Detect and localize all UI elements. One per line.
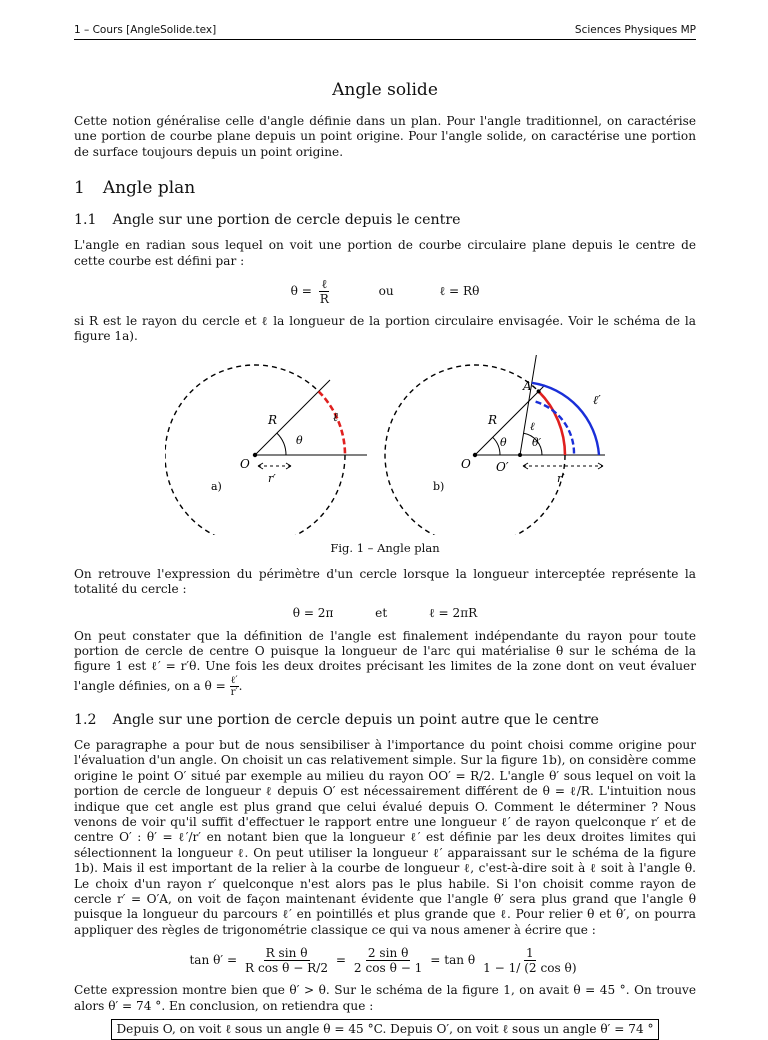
equation-tan-thetaprime: [74, 946, 696, 975]
eq3-equals-a: =: [335, 953, 347, 968]
eq3-equals-b: = tan θ: [430, 953, 476, 968]
equation-perimeter: [74, 606, 696, 621]
eq2-left: θ = 2π: [292, 605, 334, 620]
document-page: [74, 24, 696, 1040]
intro-paragraph: Cette notion généralise celle d'angle définie dans un plan. Pour l'angle traditionnel, on caractérise une portion de courbe plane depuis un point origine. Pour l'angle solide, on caractérise une portion de surface toujours depuis un point origine.: [74, 114, 696, 159]
fraction-1: [243, 946, 330, 975]
label-theta-b: θ: [500, 435, 507, 449]
eq-ou: ou: [378, 284, 394, 299]
label-rprime-b: r′: [557, 471, 565, 485]
subsection-title: Angle sur une portion de cercle depuis le centre: [112, 212, 461, 229]
paragraph-conclusion: Cette expression montre bien que θ′ > θ. Sur le schéma de la figure 1, on avait θ = 45 °. On trouve alors θ′ = 74 °. En conclusion, on retiendra que :: [74, 983, 696, 1013]
fraction-ellprime-over-rprime: [230, 675, 239, 698]
paragraph-independence: On peut constater que la définition de l'angle est finalement indépendante du rayon pour toute portion de cercle de centre O puisque la longueur de l'arc qui matérialise θ sur le schéma de la figure 1 est ℓ′ = r′θ. Une fois les deux droites précisant les limites de la zone dont on veut évaluer l'angle définies, on a θ = $\frac{\text{ℓ′}}{r'}$ .: [74, 628, 696, 698]
frac-den: R: [319, 292, 329, 307]
paragraph-radius: si R est le rayon du cercle et ℓ la longueur de la portion circulaire envisagée. Voir le schéma de la figure 1a).: [74, 314, 696, 344]
f1-den: R cos θ − R/2: [245, 961, 329, 976]
label-r-a: R: [268, 412, 278, 427]
point-a-b: [537, 389, 541, 393]
label-o-a: O: [240, 456, 250, 471]
subsection-number: 1.2: [74, 711, 97, 728]
paragraph-other-origin: Ce paragraphe a pour but de nous sensibiliser à l'importance du point choisi comme origine pour l'évaluation d'un angle. On choisit un cas relativement simple. Sur la figure 1b), on considère comme origine le point O′ situé par exemple au milieu du rayon OO′ = R/2. L'angle θ′ sous lequel on voit la portion de cercle de longueur ℓ depuis O′ est nécessairement différent de θ = ℓ/R. L'intuition nous indique que cet angle est plus grand que celui évalué depuis O. Comment le déterminer ? Nous venons de voir qu'il suffit d'effectuer le rapport entre une longueur ℓ′ de rayon quelconque r′ et de centre O′ : θ′ = ℓ′/r′ en notant bien que la longueur ℓ′ est définie par les deux droites limites qui sélectionnent la longueur ℓ. On peut utiliser la longueur ℓ′ apparaissant sur le schéma de la figure 1b). Mais il est important de la relier à la courbe de longueur ℓ, c'est-à-dire soit à ℓ soit à l'angle θ. Le choix d'un rayon r′ quelconque n'est alors pas le plus habile. Si l'on choisit comme rayon de cercle r′ = O′A, on voit de façon maintenant évidente que l'angle θ′ sera plus grand que l'angle θ puisque la longueur du parcours ℓ′ en pointillés et plus grande que ℓ. Pour relier θ et θ′, on pourra appliquer des règles de trigonométrie classique ce qui va nous amener à écrire que :: [74, 737, 696, 937]
paragraph-perimeter: On retrouve l'expression du périmètre d'un cercle lorsque la longueur interceptée représente la totalité du cercle :: [74, 566, 696, 597]
figure-1: [74, 355, 696, 535]
subsection-number: 1.1: [74, 212, 97, 229]
subsection-heading-1-1: [74, 212, 696, 228]
fraction-2: [352, 946, 424, 975]
panel-label-b: b): [433, 479, 445, 493]
equation-angle-definition: [74, 277, 696, 306]
frac-num: ℓ: [321, 277, 328, 292]
label-thetaprime-b: θ′: [532, 435, 542, 449]
point-o-b: [473, 453, 477, 457]
running-header: [74, 24, 696, 40]
header-right: Sciences Physiques MP: [574, 24, 696, 36]
eq2-et: et: [375, 605, 388, 620]
section-title: Angle plan: [102, 178, 196, 199]
eq3-lhs: tan θ′ =: [189, 953, 238, 968]
label-ellprime-b: ℓ′: [593, 392, 601, 407]
subsection-heading-1-2: [74, 712, 696, 728]
label-theta-a: θ: [296, 433, 303, 447]
eq-lhs: θ =: [290, 284, 312, 299]
figure-caption: Fig. 1 – Angle plan: [330, 540, 440, 555]
paragraph-definition: L'angle en radian sous lequel on voit une portion de courbe circulaire plane depuis le centre de cette courbe est défini par :: [74, 238, 696, 268]
red-arc-a: [319, 391, 345, 455]
rprime-arrowheads-a: [258, 463, 291, 469]
document-title: Angle solide: [332, 80, 438, 100]
subsection-title: Angle sur une portion de cercle depuis un point autre que le centre: [112, 711, 599, 728]
label-o-b: O: [461, 456, 471, 471]
theta-arc-a: [277, 433, 286, 455]
eq-rhs: ℓ = Rθ: [439, 284, 480, 299]
eq2-right: ℓ = 2πR: [428, 605, 478, 620]
f2-den: 2 cos θ − 1: [353, 961, 423, 976]
point-oprime-b: [518, 453, 522, 457]
red-arc-b: [539, 391, 565, 455]
label-ell-b: ℓ: [530, 419, 535, 433]
header-left: 1 – Cours [AngleSolide.tex]: [74, 24, 217, 36]
boxed-result-wrapper: [74, 1018, 696, 1040]
blue-dashed-arc-b: [536, 402, 574, 455]
fraction-ell-over-r: [318, 277, 331, 306]
boxed-result: Depuis O, on voit ℓ sous un angle θ = 45 °C. Depuis O′, on voit ℓ sous un angle θ′ = 74 °: [111, 1019, 658, 1040]
panel-b: [385, 355, 605, 535]
section-number: 1: [74, 178, 85, 199]
panel-label-a: a): [211, 479, 222, 493]
sfrac-den: r′: [230, 686, 238, 698]
f3-den: 1 − 1/ (2 cos θ): [483, 961, 577, 976]
section-heading-1: [74, 178, 696, 198]
paragraph-independence-text: On peut constater que la définition de l'angle est finalement indépendante du rayon pour toute portion de cercle de centre O puisque la longueur de l'arc qui matérialise θ sur le schéma de la figure 1 est ℓ′ = r′θ. Une fois les deux droites précisant les limites de la zone dont on veut évaluer l'angle définies, on a θ =: [74, 628, 696, 693]
dashed-circle-a: [165, 365, 345, 535]
f1-num: R sin θ: [265, 946, 308, 961]
f2-num: 2 sin θ: [367, 946, 409, 961]
f3-num: 1: [525, 946, 534, 961]
theta-arc-b: [493, 437, 500, 455]
figure-1-diagram: [165, 355, 605, 535]
label-r-b: R: [488, 412, 498, 427]
label-a-b: A: [523, 378, 532, 393]
label-ell-a: ℓ: [333, 409, 338, 424]
panel-a: [165, 365, 367, 535]
label-rprime-a: r′: [268, 471, 276, 485]
sfrac-num: ℓ′: [230, 674, 238, 686]
fraction-3: [481, 946, 579, 975]
point-o-a: [253, 453, 257, 457]
label-oprime-b: O′: [496, 459, 509, 474]
